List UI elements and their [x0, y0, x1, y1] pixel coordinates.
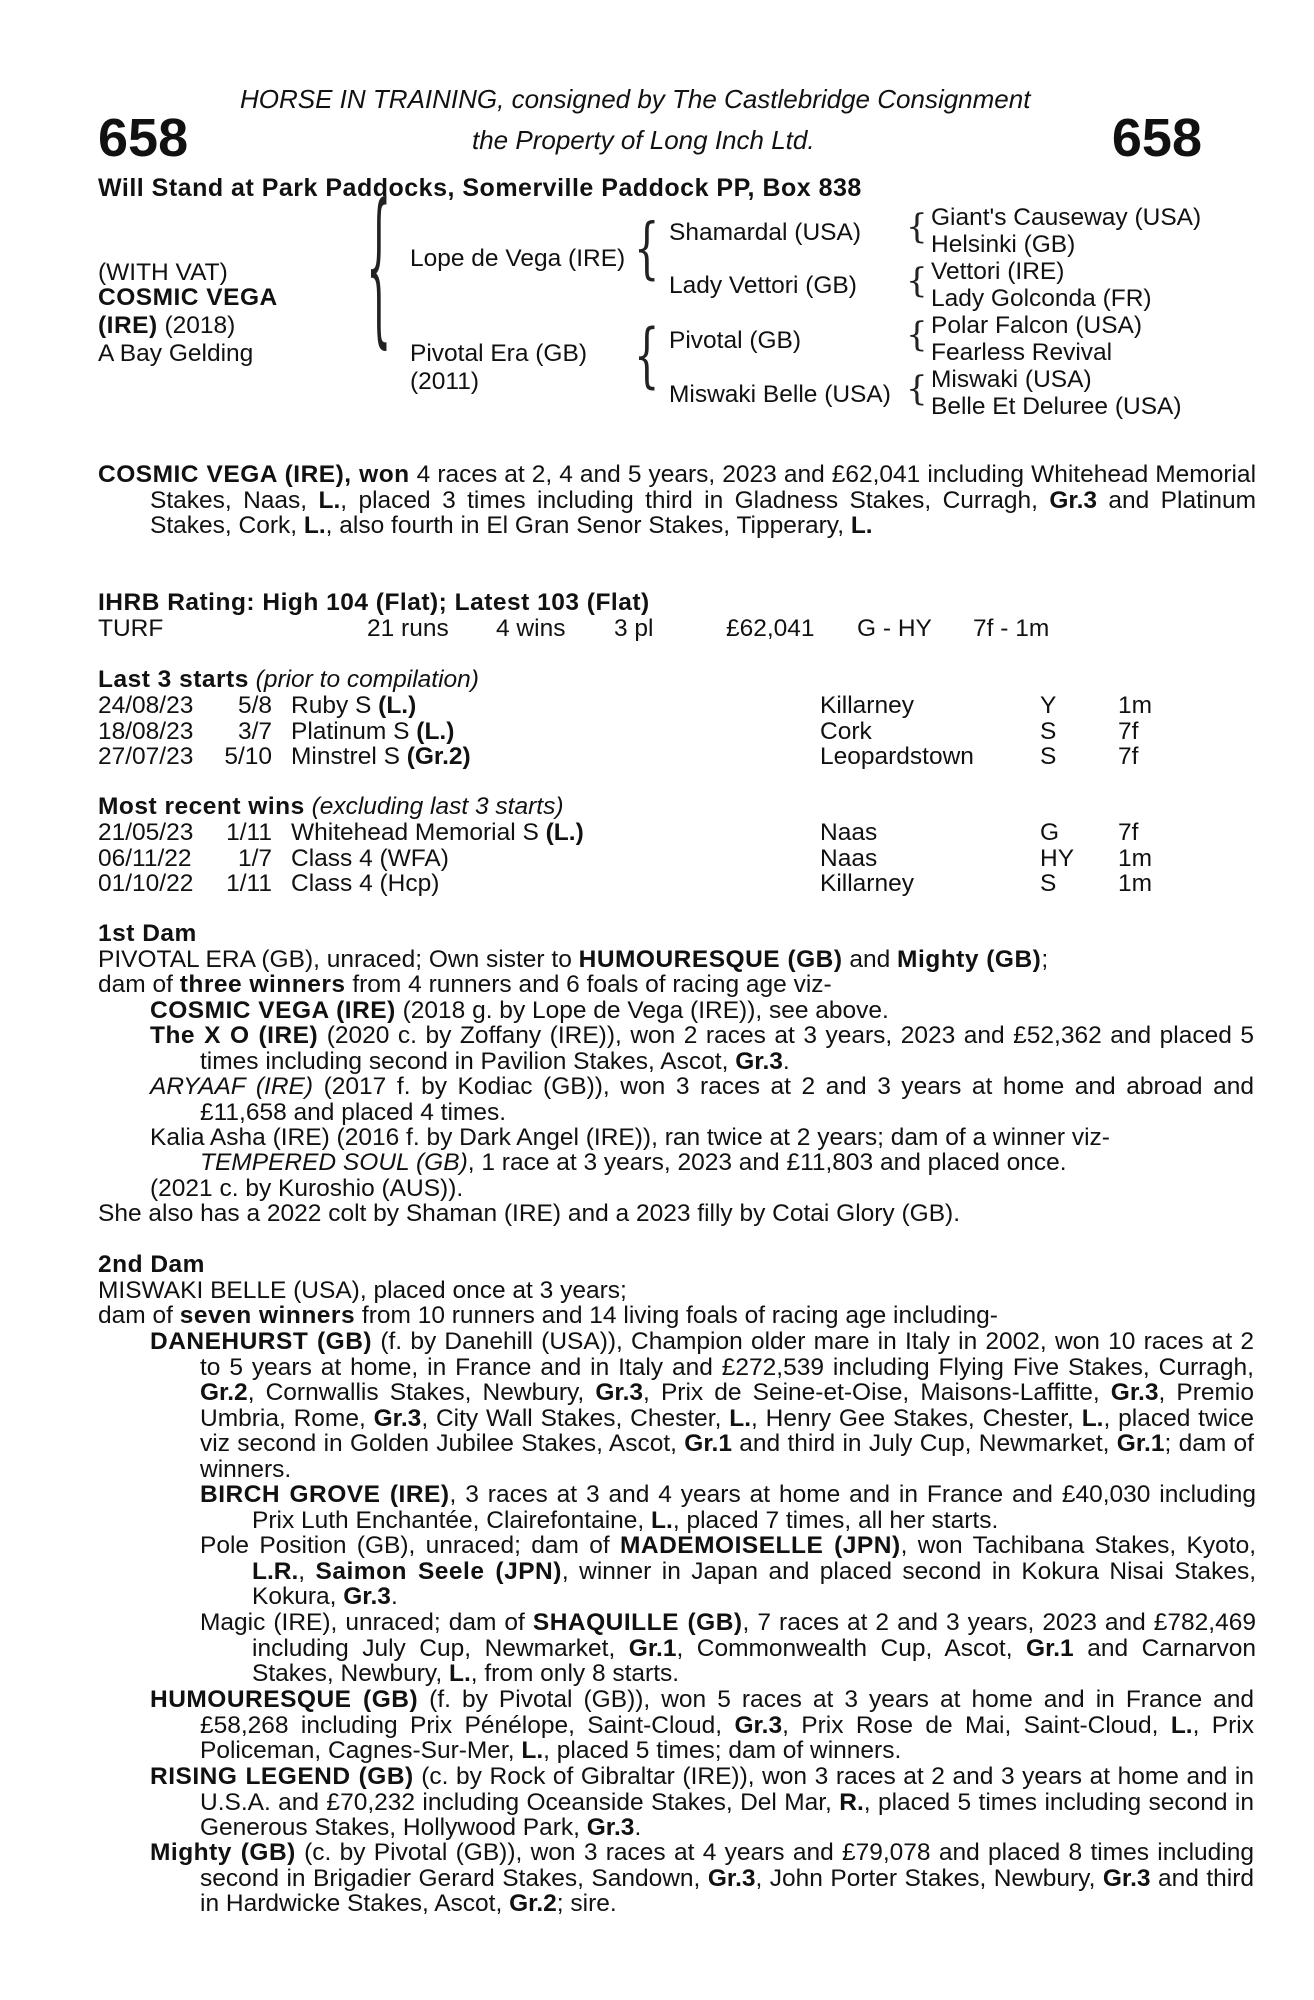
pedigree-sire: Lope de Vega (IRE): [410, 245, 626, 272]
last3-race: [291, 744, 471, 770]
recent-race-name: Whitehead Memorial S: [291, 819, 546, 846]
recent-date: 06/11/22: [98, 844, 192, 872]
last3-race-name: Ruby S: [291, 692, 379, 719]
rating-distance: 7f - 1m: [973, 615, 1050, 642]
vat-label: (WITH VAT): [98, 259, 228, 286]
pedigree-g2: Helsinki (GB): [931, 231, 1076, 258]
recent-course: Naas: [820, 819, 878, 846]
recent-dist: 1m: [1118, 844, 1153, 872]
dam1-title: 1st Dam: [98, 920, 197, 947]
last3-pos: 3/7: [237, 717, 272, 745]
last3-title: Last 3 starts (prior to compilation): [98, 666, 479, 693]
recent-race: [291, 820, 584, 846]
recent-course: Killarney: [820, 870, 914, 897]
pedigree-sire-dam: Lady Vettori (GB): [669, 272, 857, 299]
last3-course: Leopardstown: [820, 743, 974, 770]
dam2-progeny-danehurst: DANEHURST (GB) (f. by Danehill (USA)), Champion older mare in Italy in 2002, won 10 races at 2 to 5 years at home, in France and in Italy and £272,539 including Flying Five Stakes, Curragh, Gr.2, Cornwallis Stakes, Newbury, Gr.3, Prix de Seine-et-Oise, Maisons-Laffitte, Gr.3, Premio Umbria, Rome, Gr.3, City Wall Stakes, Chester, L., Henry Gee Stakes, Chester, L., placed twice viz second in Golden Jubilee Stakes, Ascot, Gr.1 and third in July Cup, Newmarket, Gr.1; dam of winners.: [150, 1328, 1255, 1483]
dam2-grandprogeny-birch-grove: BIRCH GROVE (IRE), 3 races at 3 and 4 years at home and in France and £40,030 including Prix Luth Enchantée, Clairefontaine, L., placed 7 times, all her starts.: [200, 1481, 1257, 1534]
last3-dist: 7f: [1118, 717, 1139, 745]
dam1-grandprogeny-tempered-soul: TEMPERED SOUL (GB), 1 race at 3 years, 2023 and £11,803 and placed once.: [200, 1149, 1067, 1176]
recent-race-name: Class 4 (WFA): [291, 844, 449, 872]
rating-row: [0, 616, 1314, 642]
recent-going: S: [1040, 870, 1057, 897]
pedigree-g7: Miswaki (USA): [931, 366, 1092, 393]
pedigree-g8: Belle Et Deluree (USA): [931, 393, 1182, 420]
consignment-line: HORSE IN TRAINING, consigned by The Castlebridge Consignment: [240, 84, 1031, 114]
recent-pos: 1/11: [226, 870, 272, 897]
dam1-line2: dam of three winners from 4 runners and 6 foals of racing age viz-: [98, 971, 832, 998]
last3-row: [0, 693, 1314, 719]
last3-date: 24/08/23: [98, 692, 194, 719]
dam2-progeny-mighty: Mighty (GB) (c. by Pivotal (GB)), won 3 races at 4 years and £79,078 and placed 8 times including second in Brigadier Gerard Stakes, Sandown, Gr.3, John Porter Stakes, Newbury, Gr.3 and third in Hardwicke Stakes, Ascot, Gr.2; sire.: [150, 1839, 1254, 1917]
pedigree-dam: Pivotal Era (GB): [410, 340, 587, 367]
pedigree-brace-g4: {: [906, 369, 928, 409]
last3-going: S: [1040, 717, 1057, 745]
horse-description: A Bay Gelding: [98, 340, 254, 367]
last3-going: S: [1040, 743, 1057, 770]
last3-grade: (Gr.2): [406, 743, 471, 770]
last3-grade: (L.): [378, 692, 417, 719]
pedigree-brace-dam: {: [634, 315, 660, 397]
dam1-progeny-the-x-o: The X O (IRE) (2020 c. by Zoffany (IRE)), won 2 races at 3 years, 2023 and £52,362 and placed 5 times including second in Pavilion Stakes, Ascot, Gr.3.: [150, 1022, 1254, 1075]
rating-surface: TURF: [98, 615, 164, 642]
pedigree-dam-year: (2011): [410, 368, 480, 395]
pedigree-brace-g2: {: [906, 261, 928, 301]
last3-grade: (L.): [416, 717, 455, 745]
recent-title: Most recent wins (excluding last 3 starts): [98, 793, 564, 820]
last3-race: [291, 693, 416, 719]
pedigree-g5: Polar Falcon (USA): [931, 312, 1143, 339]
dam1-also-has: She also has a 2022 colt by Shaman (IRE) and a 2023 filly by Cotai Glory (GB).: [98, 1200, 961, 1227]
last3-row: [0, 719, 1314, 745]
dam1-progeny-2021-colt: (2021 c. by Kuroshio (AUS)).: [150, 1175, 464, 1202]
recent-date: 21/05/23: [98, 819, 194, 846]
last3-course: Killarney: [820, 692, 914, 719]
lot-number-right: 658: [1111, 108, 1202, 168]
pedigree-brace-g3: {: [906, 315, 928, 355]
dam2-progeny-humouresque: HUMOURESQUE (GB) (f. by Pivotal (GB)), won 5 races at 3 years at home and in France and £58,268 including Prix Pénélope, Saint-Cloud, Gr.3, Prix Rose de Mai, Saint-Cloud, L., Prix Policeman, Cagnes-Sur-Mer, L., placed 5 times; dam of winners.: [150, 1686, 1254, 1764]
pedigree-g1: Giant's Causeway (USA): [931, 204, 1202, 231]
last3-race-name: Minstrel S: [291, 743, 407, 770]
recent-date: 01/10/22: [98, 870, 194, 897]
lot-number-left: 658: [98, 108, 189, 168]
last3-pos: 5/8: [237, 692, 272, 719]
last3-dist: 7f: [1118, 743, 1139, 770]
dam1-progeny-kalia-asha: Kalia Asha (IRE) (2016 f. by Dark Angel (IRE)), ran twice at 2 years; dam of a winner viz-: [150, 1124, 1110, 1151]
dam2-grandprogeny-magic: Magic (IRE), unraced; dam of SHAQUILLE (GB), 7 races at 2 and 3 years, 2023 and £782,469 including July Cup, Newmarket, Gr.1, Commonwealth Cup, Ascot, Gr.1 and Carnarvon Stakes, Newbury, L., from only 8 starts.: [200, 1609, 1256, 1687]
dam2-title: 2nd Dam: [98, 1251, 205, 1278]
recent-pos: 1/11: [226, 819, 272, 846]
recent-going: G: [1040, 819, 1060, 846]
pedigree-brace-main: {: [366, 172, 392, 366]
last3-dist: 1m: [1118, 692, 1153, 719]
last3-pos: 5/10: [224, 743, 272, 770]
rating-placed: 3 pl: [614, 615, 654, 642]
race-summary: COSMIC VEGA (IRE), won 4 races at 2, 4 and 5 years, 2023 and £62,041 including Whitehead Memorial Stakes, Naas, L., placed 3 times including third in Gladness Stakes, Curragh, Gr.3 and Platinum Stakes, Cork, L., also fourth in El Gran Senor Stakes, Tipperary, L.: [98, 461, 1257, 539]
last3-race: [291, 719, 454, 745]
dam2-line1: MISWAKI BELLE (USA), placed once at 3 years;: [98, 1277, 627, 1304]
recent-row: [0, 871, 1314, 897]
property-line: the Property of Long Inch Ltd.: [472, 125, 815, 155]
rating-earnings: £62,041: [726, 615, 815, 642]
pedigree-g3: Vettori (IRE): [931, 258, 1065, 285]
dam1-line1: PIVOTAL ERA (GB), unraced; Own sister to HUMOURESQUE (GB) and Mighty (GB);: [98, 946, 1049, 973]
last3-date: 27/07/23: [98, 743, 194, 770]
pedigree-g4: Lady Golconda (FR): [931, 285, 1152, 312]
dam1-progeny-cosmic-vega: COSMIC VEGA (IRE) (2018 g. by Lope de Vega (IRE)), see above.: [150, 997, 889, 1024]
dam1-progeny-aryaaf: ARYAAF (IRE) (2017 f. by Kodiac (GB)), won 3 races at 2 and 3 years at home and abroad and £11,658 and placed 4 times.: [150, 1073, 1254, 1126]
recent-race-name: Class 4 (Hcp): [291, 870, 440, 897]
horse-origin: (IRE) (2018): [98, 312, 236, 339]
pedigree-sire-sire: Shamardal (USA): [669, 219, 861, 246]
last3-row: [0, 744, 1314, 770]
stand-line: Will Stand at Park Paddocks, Somerville Paddock PP, Box 838: [98, 174, 862, 202]
recent-grade: (L.): [545, 819, 584, 846]
rating-runs: 21 runs: [367, 615, 449, 642]
last3-race-name: Platinum S: [291, 717, 417, 745]
dam2-progeny-rising-legend: RISING LEGEND (GB) (c. by Rock of Gibraltar (IRE)), won 3 races at 2 and 3 years at home and in U.S.A. and £70,232 including Oceanside Stakes, Del Mar, R., placed 5 times including second in Generous Stakes, Hollywood Park, Gr.3.: [150, 1763, 1254, 1841]
horse-name: COSMIC VEGA: [98, 284, 278, 311]
recent-row: [0, 846, 1314, 872]
last3-date: 18/08/23: [98, 717, 194, 745]
recent-going: HY: [1040, 844, 1075, 872]
recent-race: [291, 871, 439, 897]
rating-wins: 4 wins: [496, 615, 566, 642]
recent-dist: 1m: [1118, 870, 1153, 897]
recent-course: Naas: [820, 844, 878, 872]
rating-going: G - HY: [857, 615, 932, 642]
dam2-line2: dam of seven winners from 10 runners and 14 living foals of racing age including-: [98, 1302, 998, 1329]
recent-race: [291, 846, 449, 872]
pedigree-brace-sire: {: [634, 211, 660, 287]
last3-course: Cork: [820, 717, 872, 745]
dam2-grandprogeny-pole-position: Pole Position (GB), unraced; dam of MADEMOISELLE (JPN), won Tachibana Stakes, Kyoto, L.R., Saimon Seele (JPN), winner in Japan and placed second in Kokura Nisai Stakes, Kokura, Gr.3.: [200, 1532, 1256, 1610]
recent-dist: 7f: [1118, 819, 1139, 846]
pedigree-dam-sire: Pivotal (GB): [669, 327, 802, 354]
pedigree-dam-dam: Miswaki Belle (USA): [669, 381, 891, 408]
recent-row: [0, 820, 1314, 846]
pedigree-g6: Fearless Revival: [931, 339, 1113, 366]
recent-pos: 1/7: [237, 844, 272, 872]
pedigree-brace-g1: {: [906, 207, 928, 247]
last3-going: Y: [1040, 692, 1057, 719]
rating-title: IHRB Rating: High 104 (Flat); Latest 103 (Flat): [98, 589, 650, 616]
